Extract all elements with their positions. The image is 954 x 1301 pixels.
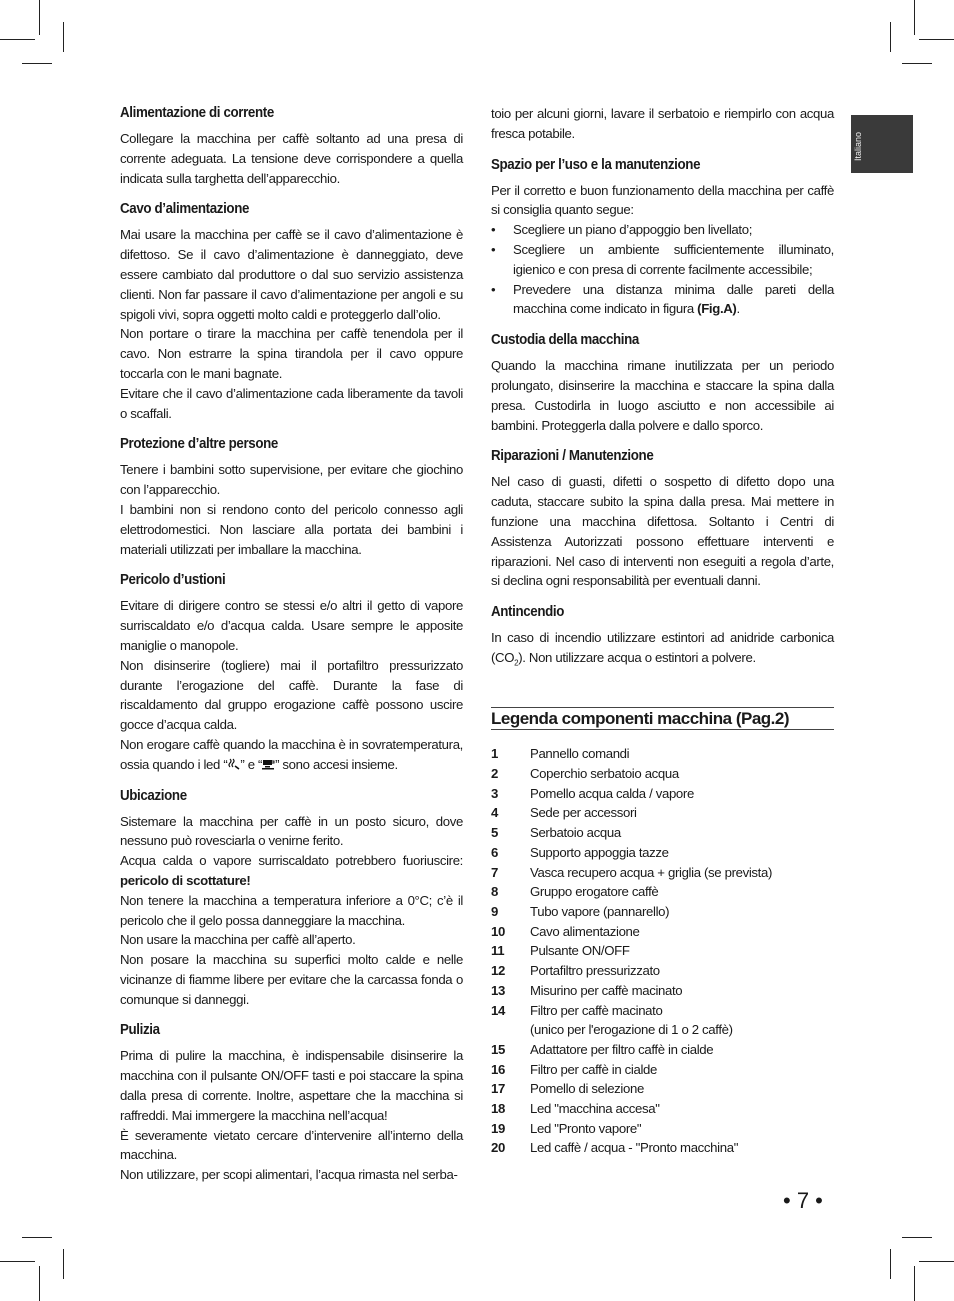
legend-item-label: Adattatore per filtro caffè in cialde — [530, 1041, 714, 1057]
figure-reference: (Fig.A) — [697, 301, 737, 317]
crop-mark — [919, 39, 954, 40]
legend-item-label: (unico per l'erogazione di 1 o 2 caffè) — [530, 1022, 733, 1038]
text-run: ” e “ — [240, 756, 263, 772]
paragraph: Non utilizzare, per scopi alimentari, l’acqua rimasta nel serba- — [120, 1167, 458, 1183]
legend-item — [491, 941, 834, 961]
legend-item — [491, 863, 834, 883]
section-continuation — [491, 104, 834, 144]
legend-item-label: Tubo vapore (pannarello) — [530, 904, 670, 919]
legend-item-label: Pulsante ON/OFF — [530, 943, 630, 959]
crop-mark — [902, 1237, 932, 1238]
subscript: 2 — [514, 658, 519, 668]
legend-item-label: Misurino per caffè macinato — [530, 982, 683, 998]
section-spazio — [491, 156, 834, 320]
legend-item-number: 10 — [491, 923, 505, 939]
legend-item-number: 20 — [491, 1140, 505, 1156]
text-run: Scegliere un ambiente sufficientemente illuminato, igienico e con presa di corrente facilmente accessibile; — [513, 241, 834, 277]
legend-item-number: 1 — [491, 746, 498, 762]
legend-item — [491, 843, 834, 863]
list-item — [491, 240, 834, 280]
text-run: ” sono accesi insieme. — [275, 756, 398, 772]
paragraph: Mai usare la macchina per caffè se il cavo d’alimentazione è difettoso. Se il cavo d’alimentazione è danneggiato, deve essere cambiato dal produttore o dal suo servizio assistenza clienti. Non far passare il cavo d’alimentazione per angoli e su spigoli vivi, sopra oggetti molto caldi e proteggerlo dall’olio. — [120, 227, 463, 322]
paragraph: Sistemare la macchina per caffè in un posto sicuro, dove nessuno può rovesciarla o venirne ferito. — [120, 813, 463, 849]
legend-item-number: 13 — [491, 982, 505, 998]
crop-mark — [914, 0, 915, 35]
legend-item-number: 9 — [491, 904, 498, 919]
paragraph — [491, 628, 834, 673]
crop-mark — [890, 1249, 891, 1279]
crop-mark — [39, 1266, 40, 1301]
crop-mark — [914, 1266, 915, 1301]
section-riparazioni — [491, 447, 834, 591]
paragraph — [120, 851, 463, 891]
crop-mark — [919, 1261, 954, 1262]
legend-item-number: 6 — [491, 844, 498, 860]
legend-item — [491, 784, 834, 804]
section-title: Riparazioni / Manutenzione — [491, 448, 654, 465]
paragraph: toio per alcuni giorni, lavare il serbatoio e riempirlo con acqua fresca potabile. — [491, 106, 834, 141]
paragraph — [120, 735, 463, 775]
legend-item-label: Pomello acqua calda / vapore — [530, 785, 694, 801]
legend-list — [491, 744, 834, 1158]
crop-mark — [22, 63, 52, 64]
legend-item-number: 19 — [491, 1120, 505, 1136]
text-run: In caso di incendio utilizzare estintori ad anidride carbonica (CO — [491, 630, 834, 665]
crop-mark — [890, 22, 891, 52]
bullet: • — [491, 222, 496, 238]
text-run: Scegliere un piano d’appoggio ben livellato; — [513, 222, 753, 238]
page-number: • 7 • — [783, 1188, 823, 1213]
legend-title: Legenda componenti macchina (Pag.2) — [491, 707, 834, 730]
section-ubicazione — [120, 787, 463, 1010]
legend-item-number: 14 — [491, 1002, 505, 1018]
legend-item-label: Sede per accessori — [530, 805, 637, 821]
bullet: • — [491, 281, 496, 297]
legend-item-number: 8 — [491, 884, 498, 900]
paragraph: Non portare o tirare la macchina per caffè tenendola per il cavo. Non estrarre la spina tirandola per il cavo oppure toccarla con le mani bagnate. — [120, 326, 463, 381]
legend-item — [491, 1138, 834, 1158]
paragraph: Non posare la macchina su superfici molto calde e nelle vicinanze di fiamme libere per evitare che la carcassa fonda o comunque si danneggi. — [120, 952, 463, 1007]
crop-mark — [0, 1261, 35, 1262]
warning-text: pericolo di scottature! — [120, 872, 251, 888]
legend-item — [491, 823, 834, 843]
text-run: Non erogare caffè quando la macchina è in sovratemperatura, ossia quando i led “ — [120, 736, 463, 772]
legend-item — [491, 803, 834, 823]
section-title: Antincendio — [491, 604, 565, 621]
legend-item-label: Vasca recupero acqua + griglia (se prevista) — [530, 864, 773, 880]
legend-item-number: 15 — [491, 1041, 505, 1057]
legend-item — [491, 902, 834, 922]
section-title: Pericolo d’ustioni — [120, 572, 226, 589]
section-custodia — [491, 331, 834, 435]
paragraph: Evitare di dirigere contro se stessi e/o altri il getto di vapore surriscaldato e/o d’acqua calda. Usare sempre le apposite maniglie o manopole. — [120, 598, 463, 653]
legend-item-label: Led "macchina accesa" — [530, 1101, 660, 1117]
section-cavo — [120, 200, 463, 423]
text-run: ). Non utilizzare acqua o estintori a polvere. — [518, 649, 756, 665]
coffee-cup-icon — [262, 758, 275, 770]
legend-item — [491, 1020, 834, 1040]
legend-item-number: 5 — [491, 825, 498, 841]
legend-item — [491, 1060, 834, 1080]
legend-item-label: Pomello di selezione — [530, 1081, 644, 1097]
legend-item-label: Serbatoio acqua — [530, 825, 621, 841]
legend-item-label: Filtro per caffè macinato — [530, 1002, 663, 1018]
legend-item-number: 16 — [491, 1061, 505, 1077]
language-tab — [851, 115, 913, 173]
legend-item-label: Led "Pronto vapore" — [530, 1120, 642, 1136]
legend-item-label: Led caffè / acqua - "Pronto macchina" — [530, 1140, 739, 1156]
crop-mark — [63, 22, 64, 52]
legend-item — [491, 882, 834, 902]
section-title: Cavo d’alimentazione — [120, 201, 250, 218]
legend-item-number: 2 — [491, 766, 498, 782]
legend-item-label: Supporto appoggia tazze — [530, 844, 669, 860]
bullet: • — [491, 241, 496, 257]
legend-item-number: 17 — [491, 1081, 505, 1097]
section-title: Alimentazione di corrente — [120, 105, 274, 121]
paragraph: Prima di pulire la macchina, è indispensabile disinserire la macchina con il pulsante ON/OFF tasti e poi staccare la spina dalla presa di corrente. Inoltre, aspettare che la macchina si raffreddi. Mai immergere la macchina nell’acqua! — [120, 1048, 463, 1123]
legend-item — [491, 1119, 834, 1139]
section-title: Pulizia — [120, 1022, 160, 1039]
legend-item — [491, 764, 834, 784]
legend-item — [491, 1099, 834, 1119]
legend-item-number: 7 — [491, 864, 498, 880]
bullet-list — [491, 220, 834, 319]
legend-section — [491, 707, 834, 1158]
paragraph: Quando la macchina rimane inutilizzata per un periodo prolungato, disinserire la macchina e staccare la spina dalla presa. Custodirla in luogo asciutto e non accessibile ai bambini. Proteggerla dalla polvere e dallo sporco. — [491, 358, 834, 433]
section-title: Spazio per l’uso e la manutenzione — [491, 156, 701, 173]
legend-item — [491, 1040, 834, 1060]
legend-item-label: Coperchio serbatoio acqua — [530, 766, 679, 782]
paragraph: Nel caso di guasti, difetti o sospetto di difetto dopo una caduta, staccare subito la spina dalla presa. Mai mettere in funzione una macchina difettosa. Soltanto i Centri di Assistenza Autorizzati possono effettuare interventi e riparazioni. Nel caso di interventi non eseguiti a regola d’arte, si declina ogni responsabilità per eventuali danni. — [491, 474, 834, 589]
crop-mark — [39, 0, 40, 35]
list-item — [491, 280, 834, 320]
legend-item-label: Portafiltro pressurizzato — [530, 963, 660, 979]
crop-mark — [902, 63, 932, 64]
crop-mark — [22, 1237, 52, 1238]
right-column — [491, 104, 834, 1158]
legend-item-label: Pannello comandi — [530, 746, 630, 762]
paragraph: Non disinserire (togliere) mai il portafiltro pressurizzato durante l’erogazione del caffè. Durante la fase di riscaldamento dal gruppo erogazione caffè possono uscire gocce d’acqua calda. — [120, 657, 463, 733]
legend-item — [491, 1079, 834, 1099]
legend-item — [491, 961, 834, 981]
crop-mark — [0, 39, 35, 40]
legend-item — [491, 744, 834, 764]
legend-item — [491, 981, 834, 1001]
steam-icon — [227, 758, 240, 770]
text-run: Acqua calda o vapore surriscaldato potrebbero fuoriuscire: — [120, 853, 463, 869]
legend-item-label: Cavo alimentazione — [530, 923, 640, 939]
paragraph: Non tenere la macchina a temperatura inferiore a 0°C; c’è il pericolo che il gelo possa danneggiare la macchina. — [120, 892, 463, 928]
section-ustioni — [120, 571, 463, 774]
paragraph: È severamente vietato cercare d’intervenire all’interno della macchina. — [120, 1127, 463, 1163]
paragraph: Per il corretto e buon funzionamento della macchina per caffè si consiglia quanto segue: — [491, 182, 834, 218]
text-run: . — [736, 301, 740, 317]
paragraph: I bambini non si rendono conto del pericolo connesso agli elettrodomestici. Non lasciare alla portata dei bambini i materiali utilizzati per imballare la macchina. — [120, 501, 463, 557]
section-pulizia — [120, 1021, 463, 1185]
section-protezione — [120, 435, 463, 559]
legend-item-label: Gruppo erogatore caffè — [530, 884, 659, 900]
legend-item-number: 4 — [491, 805, 498, 821]
legend-item — [491, 922, 834, 942]
legend-item — [491, 1001, 834, 1021]
language-tab-label: Italiano — [853, 131, 863, 161]
paragraph: Collegare la macchina per caffè soltanto ad una presa di corrente adeguata. La tensione deve corrispondere a quella indicata sulla targhetta dell’apparecchio. — [120, 131, 463, 186]
legend-item-number — [491, 1020, 530, 1040]
crop-mark — [63, 1249, 64, 1279]
legend-item-number: 18 — [491, 1101, 505, 1117]
section-title: Custodia della macchina — [491, 332, 639, 349]
legend-item-label: Filtro per caffè in cialde — [530, 1061, 657, 1077]
list-item — [491, 220, 834, 240]
paragraph: Non usare la macchina per caffè all’aperto. — [120, 932, 356, 948]
section-alimentazione — [120, 104, 463, 188]
section-antincendio — [491, 603, 834, 673]
text-run: Prevedere una distanza minima dalle pareti della macchina come indicato in figura — [513, 281, 834, 317]
legend-item-number: 3 — [491, 785, 498, 801]
paragraph: Tenere i bambini sotto supervisione, per evitare che giochino con l’apparecchio. — [120, 462, 463, 498]
section-title: Ubicazione — [120, 787, 187, 804]
legend-item-number: 11 — [491, 943, 505, 959]
section-title: Protezione d’altre persone — [120, 436, 278, 453]
paragraph: Evitare che il cavo d’alimentazione cada liberamente da tavoli o scaffali. — [120, 385, 463, 421]
legend-item-number: 12 — [491, 963, 505, 979]
left-column — [120, 104, 463, 1197]
